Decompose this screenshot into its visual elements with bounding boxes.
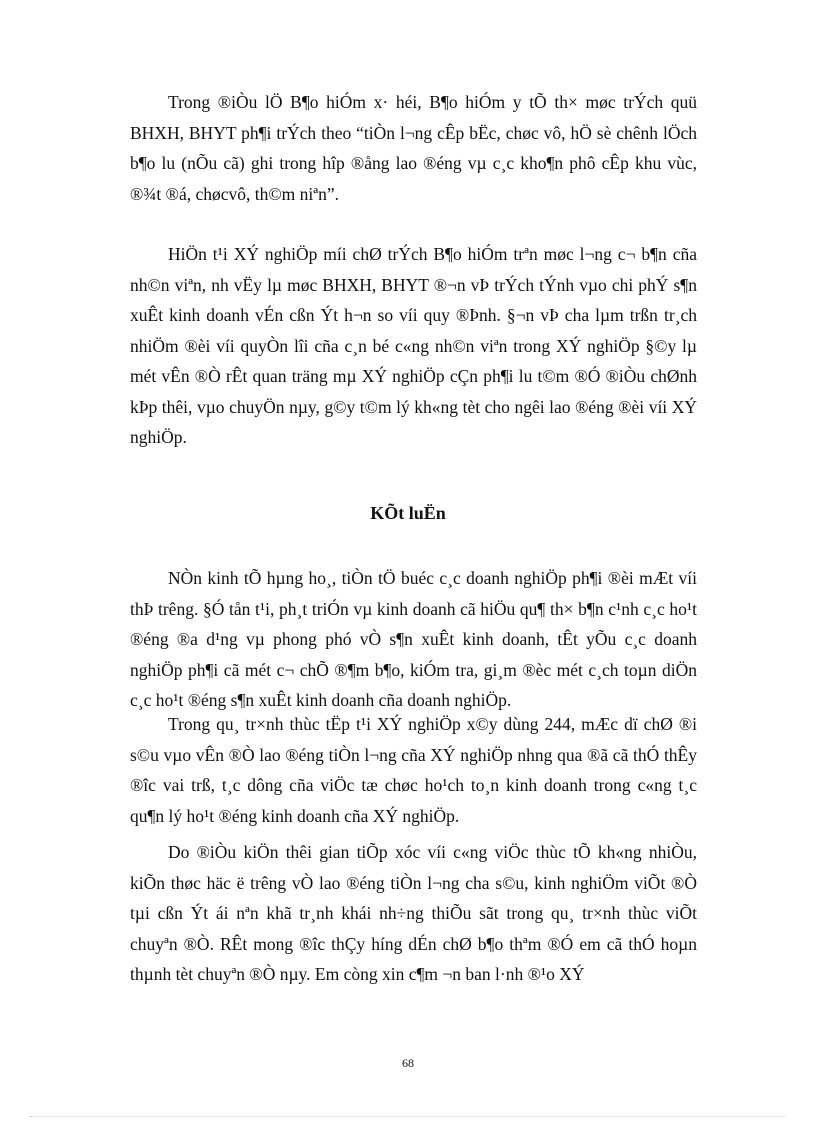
paragraph-insurance-rules: Trong ®iÒu lÖ B¶o hiÓm x· héi, B¶o hiÓm y tÕ th× møc trÝch quü BHXH, BHYT ph¶i trÝch theo “tiÒn l¬ng cÊp bËc, chøc vô, hÖ sè chênh lÖch b¶o lu (nÕu cã) ghi trong hîp ®ång lao ®éng vµ c¸c kho¶n phô cÊp khu vùc, ®¾t ®á, chøcvô, th©m niªn”. — [130, 92, 697, 204]
page-number: 68 — [402, 1056, 414, 1070]
page-bottom-divider — [30, 1116, 786, 1117]
paragraph-conclusion-2: Trong qu¸ tr×nh thùc tËp t¹i XÝ nghiÖp x©y dùng 244, mÆc dï chØ ®i s©u vµo vÊn ®Ò lao ®éng tiÒn l¬ng cña XÝ nghiÖp nhng qua ®ã cã thÓ thÊy ®îc vai trß, t¸c dông cña viÖc tæ chøc ho¹ch to¸n kinh doanh trong c«ng t¸c qu¶n lý ho¹t ®éng kinh doanh cña XÝ nghiÖp. — [130, 714, 697, 826]
section-heading: KÕt luËn — [370, 503, 446, 523]
paragraph-conclusion-3: Do ®iÒu kiÖn thêi gian tiÕp xóc víi c«ng viÖc thùc tÕ kh«ng nhiÒu, kiÕn thøc häc ë trêng vÒ lao ®éng tiÒn l¬ng cha s©u, kinh nghiÖm viÕt ®Ò tµi cßn Ýt ái nªn khã tr¸nh khái nh÷ng thiÕu sãt trong qu¸ tr×nh thùc viÕt chuyªn ®Ò. RÊt mong ®îc thÇy híng dÉn chØ b¶o thªm ®Ó em cã thÓ hoµn thµnh tèt chuyªn ®Ò nµy. Em còng xin c¶m ¬n ban l·nh ®¹o XÝ — [130, 842, 697, 984]
paragraph-conclusion-1: NÒn kinh tÕ hµng ho¸, tiÒn tÖ buéc c¸c doanh nghiÖp ph¶i ®èi mÆt víi thÞ trêng. §Ó tån t¹i, ph¸t triÓn vµ kinh doanh cã hiÖu qu¶ th× b¶n c¹nh c¸c ho¹t ®éng ®a d¹ng vµ phong phó vÒ s¶n xuÊt kinh doanh, tÊt yÕu c¸c doanh nghiÖp ph¶i cã mét c¬ chÕ ®¶m b¶o, kiÓm tra, gi¸m ®èc mét c¸ch toµn diÖn c¸c ho¹t ®éng s¶n xuÊt kinh doanh cña doanh nghiÖp. — [130, 568, 697, 710]
paragraph-enterprise-insurance: HiÖn t¹i XÝ nghiÖp míi chØ trÝch B¶o hiÓm trªn møc l¬ng c¬ b¶n cña nh©n viªn, nh vËy lµ møc BHXH, BHYT ®¬n vÞ trÝch tÝnh vµo chi phÝ s¶n xuÊt kinh doanh vÉn cßn Ýt h¬n so víi quy ®Þnh. §¬n vÞ cha lµm trßn tr¸ch nhiÖm ®èi víi quyÒn lîi cña c¸n bé c«ng nh©n viªn trong XÝ nghiÖp §©y lµ mét vÊn ®Ò rÊt quan träng mµ XÝ nghiÖp cÇn ph¶i lu t©m ®Ó ®iÒu chØnh kÞp thêi, vµo chuyÖn nµy, g©y t©m lý kh«ng tèt cho ngêi lao ®éng ®èi víi XÝ nghiÖp. — [130, 244, 697, 447]
